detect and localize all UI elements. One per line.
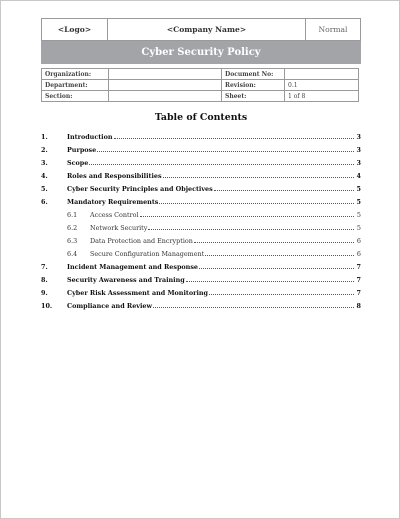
info-row — [42, 69, 359, 80]
company-name: <Company Name> — [108, 19, 306, 40]
sheet-value: 1 of 8 — [285, 91, 359, 102]
toc-entry-page: 5 — [356, 224, 361, 232]
toc-entry-number: 1. — [41, 133, 48, 141]
toc-entry-label: Access Control — [90, 211, 139, 219]
info-row — [42, 91, 359, 102]
toc-leader — [153, 301, 354, 308]
toc-entry-compliance-review[interactable] — [41, 301, 361, 311]
toc-entry-number: 10. — [41, 302, 53, 310]
toc-entry-label: Roles and Responsibilities — [67, 172, 162, 180]
info-row — [42, 80, 359, 91]
toc-entry-page: 6 — [356, 250, 361, 258]
toc-entry-number: 6.3 — [67, 237, 78, 245]
toc-leader — [163, 171, 354, 178]
toc-entry-page: 5 — [356, 185, 361, 193]
organization-label: Organization: — [42, 69, 109, 80]
toc-entry-number: 5. — [41, 185, 48, 193]
toc-leader — [205, 249, 354, 256]
logo-placeholder: <Logo> — [42, 19, 108, 40]
revision-label: Revision: — [222, 80, 285, 91]
toc-entry-label: Purpose — [67, 146, 97, 154]
toc-entry-number: 6.2 — [67, 224, 78, 232]
toc-entry-number: 8. — [41, 276, 48, 284]
toc-entry-label: Cyber Security Principles and Objectives — [67, 185, 213, 193]
toc-entry-number: 3. — [41, 159, 48, 167]
toc-entry-number: 9. — [41, 289, 48, 297]
toc-leader — [209, 288, 354, 295]
document-no-label: Document No: — [222, 69, 285, 80]
toc-entry-number: 4. — [41, 172, 48, 180]
toc-entry-number: 6.1 — [67, 211, 78, 219]
document-title: Cyber Security Policy — [41, 41, 361, 64]
section-label: Section: — [42, 91, 109, 102]
toc-leader — [114, 132, 354, 139]
toc-entry-number: 6. — [41, 198, 48, 206]
toc-entry-introduction[interactable] — [41, 132, 361, 142]
toc-entry-label: Secure Configuration Management — [90, 250, 205, 258]
toc-entry-page: 4 — [356, 172, 361, 180]
toc-entry-page: 7 — [356, 289, 361, 297]
toc-entry-principles[interactable] — [41, 184, 361, 194]
toc-leader — [97, 145, 354, 152]
toc-leader — [148, 223, 354, 230]
toc-entry-page: 7 — [356, 263, 361, 271]
toc-leader — [199, 262, 354, 269]
toc-entry-page: 7 — [356, 276, 361, 284]
toc-entry-data-protection[interactable] — [41, 236, 361, 246]
toc-entry-page: 8 — [356, 302, 361, 310]
toc-entry-page: 5 — [356, 198, 361, 206]
toc-entry-label: Network Security — [90, 224, 148, 232]
toc-entry-label: Incident Management and Response — [67, 263, 198, 271]
toc-leader — [214, 184, 354, 191]
toc-entry-access-control[interactable] — [41, 210, 361, 220]
department-label: Department: — [42, 80, 109, 91]
document-info-table — [41, 68, 359, 102]
toc-entry-incident-management[interactable] — [41, 262, 361, 272]
toc-entry-number: 2. — [41, 146, 48, 154]
toc-entry-label: Security Awareness and Training — [67, 276, 185, 284]
organization-value — [109, 69, 222, 80]
toc-heading: Table of Contents — [154, 112, 248, 123]
toc-entry-purpose[interactable] — [41, 145, 361, 155]
toc-entry-awareness-training[interactable] — [41, 275, 361, 285]
toc-entry-label: Cyber Risk Assessment and Monitoring — [67, 289, 208, 297]
toc-entry-number: 6.4 — [67, 250, 78, 258]
toc-leader — [186, 275, 354, 282]
toc-entry-risk-assessment[interactable] — [41, 288, 361, 298]
toc-entry-label: Scope — [67, 159, 89, 167]
toc-entry-label: Data Protection and Encryption — [90, 237, 193, 245]
toc-entry-roles[interactable] — [41, 171, 361, 181]
document-status: Normal — [318, 25, 348, 34]
toc-entry-secure-configuration[interactable] — [41, 249, 361, 259]
toc-entry-network-security[interactable] — [41, 223, 361, 233]
toc-entry-page: 3 — [356, 133, 361, 141]
document-no-value — [285, 69, 359, 80]
toc-leader — [140, 210, 354, 217]
toc-leader — [194, 236, 354, 243]
toc-entry-page: 3 — [356, 159, 361, 167]
toc-entry-scope[interactable] — [41, 158, 361, 168]
toc-entry-mandatory-requirements[interactable] — [41, 197, 361, 207]
department-value — [109, 80, 222, 91]
toc-entry-page: 5 — [356, 211, 361, 219]
toc-entry-number: 7. — [41, 263, 48, 271]
document-header — [41, 18, 361, 41]
toc-entry-label: Mandatory Requirements — [67, 198, 159, 206]
section-value — [109, 91, 222, 102]
toc-entry-label: Introduction — [67, 133, 113, 141]
toc-entry-label: Compliance and Review — [67, 302, 152, 310]
sheet-label: Sheet: — [222, 91, 285, 102]
toc-leader — [89, 158, 354, 165]
toc-entry-page: 3 — [356, 146, 361, 154]
revision-value: 0.1 — [285, 80, 359, 91]
toc-leader — [159, 197, 354, 204]
toc-entry-page: 6 — [356, 237, 361, 245]
